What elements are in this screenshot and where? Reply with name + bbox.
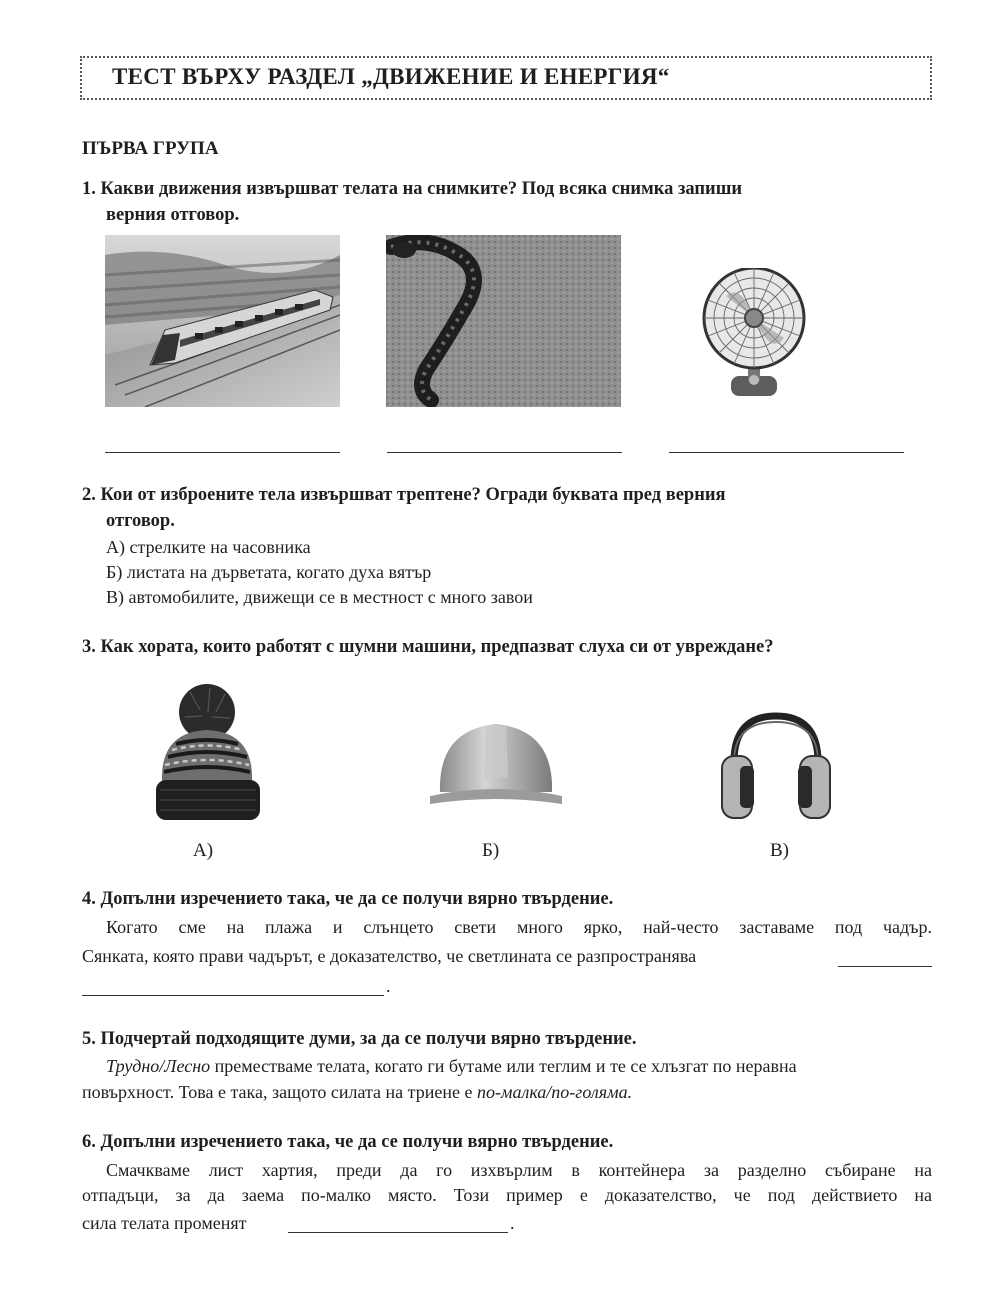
q5-line1	[106, 1054, 932, 1079]
q4-line2-text: Сянката, която прави чадърът, е доказателство, че светлината се разпространява	[82, 946, 697, 966]
earmuffs-photo	[718, 712, 834, 820]
answer-line-3[interactable]	[669, 452, 904, 453]
q3-label-c[interactable]: В)	[770, 840, 789, 861]
q6-line2: отпадъци, за да заема по-малко място. Този пример е доказателство, че под действието на	[82, 1185, 932, 1205]
q5-line2	[82, 1080, 632, 1105]
fan-photo	[686, 268, 822, 402]
q4-answer-line-1[interactable]	[838, 966, 932, 967]
q6-answer-line[interactable]	[288, 1232, 508, 1233]
q5-line2-start: повърхност. Това е така, защото силата на триене е	[82, 1082, 477, 1102]
q2-line1: 2. Кои от изброените тела извършват трептене? Огради буквата пред верния	[82, 485, 726, 505]
q6-end-period: .	[510, 1213, 515, 1233]
title-box	[80, 56, 932, 100]
q3-label-b[interactable]: Б)	[482, 840, 500, 861]
q1-line1: 1. Какви движения извършват телата на снимките? Под всяка снимка запиши	[82, 179, 742, 199]
train-photo	[105, 235, 340, 407]
q4-end-period: .	[386, 976, 391, 996]
q3-text: 3. Как хората, които работят с шумни машини, предпазват слуха си от увреждане?	[82, 637, 774, 657]
q3-label-a[interactable]: А)	[193, 840, 214, 861]
q4-answer-line-2[interactable]	[82, 995, 384, 996]
beanie-photo	[150, 682, 265, 824]
snake-photo	[386, 235, 621, 407]
helmet-photo	[428, 718, 564, 810]
q5-choice-2[interactable]: по-малка/по-голяма.	[477, 1082, 633, 1102]
q4-line2	[82, 944, 696, 969]
q4-line1: Когато сме на плажа и слънцето свети много ярко, най-често заставаме под чадър.	[106, 917, 932, 937]
q2-option-b[interactable]: Б) листата на дърветата, когато духа вятър	[106, 562, 432, 582]
page-title: ТЕСТ ВЪРХУ РАЗДЕЛ „ДВИЖЕНИЕ И ЕНЕРГИЯ“	[112, 64, 670, 89]
q2-line2: отговор.	[106, 511, 175, 531]
answer-line-1[interactable]	[105, 452, 340, 453]
q5-line1-rest: преместваме телата, когато ги бутаме или теглим и те се хлъзгат по неравна	[210, 1056, 797, 1076]
group-label: ПЪРВА ГРУПА	[82, 138, 219, 159]
q6-title: 6. Допълни изречението така, че да се получи вярно твърдение.	[82, 1132, 614, 1152]
q6-line1: Смачкваме лист хартия, преди да го изхвърлим в контейнера за разделно събиране на	[106, 1160, 932, 1180]
q2-option-a[interactable]: А) стрелките на часовника	[106, 537, 311, 557]
answer-line-2[interactable]	[387, 452, 622, 453]
q5-title: 5. Подчертай подходящите думи, за да се получи вярно твърдение.	[82, 1029, 637, 1049]
q2-option-c[interactable]: В) автомобилите, движещи се в местност с много завои	[106, 587, 533, 607]
q6-line3-text: сила телата променят	[82, 1213, 247, 1233]
q1-line2: верния отговор.	[106, 205, 240, 225]
q6-line3	[82, 1211, 246, 1236]
q5-choice-1[interactable]: Трудно/Лесно	[106, 1056, 211, 1076]
q4-title: 4. Допълни изречението така, че да се получи вярно твърдение.	[82, 889, 614, 909]
